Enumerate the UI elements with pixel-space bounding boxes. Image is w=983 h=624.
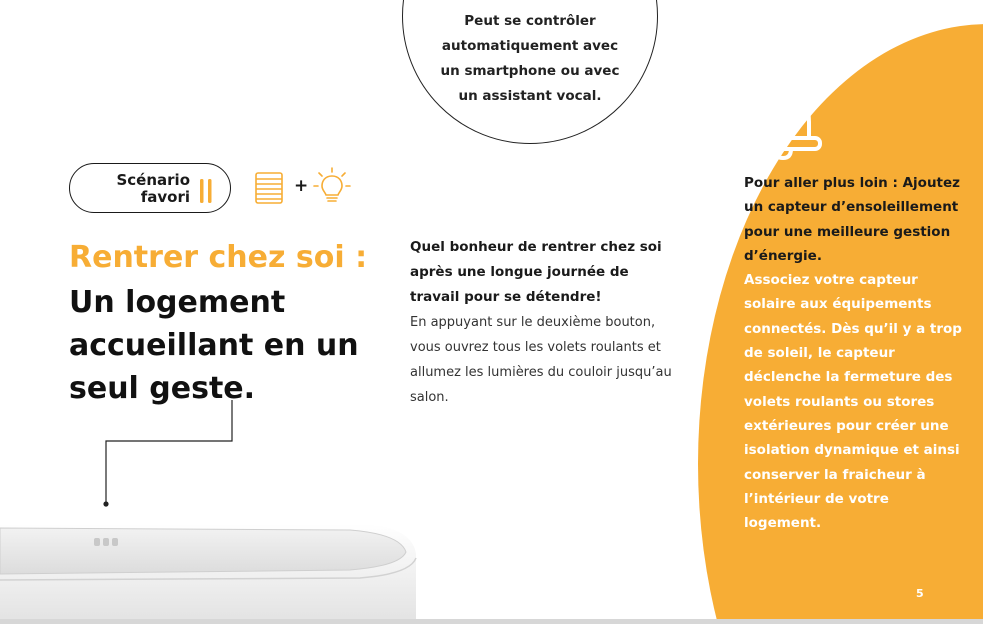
scenario-description	[410, 235, 680, 410]
info-circle-text: Peut se contrôler automatiquement avec un smartphone ou avec un assistant vocal.	[440, 13, 620, 104]
roller-shutter-icon	[254, 171, 284, 205]
description-intro: Quel bonheur de rentrer chez soi après une longue journée de travail pour se détendre!	[410, 239, 662, 305]
bell-icon	[741, 76, 825, 162]
side-note-body: Associez votre capteur solaire aux équipements connectés. Dès qu’il y a trop de soleil, le capteur déclenche la fermeture des volets roulants ou stores extérieures pour créer une isolation dynamique et ainsi conserver la fraicheur à l’intérieur de votre logement.	[744, 272, 962, 532]
plus-sign: +	[294, 176, 309, 196]
light-bulb-icon	[313, 167, 351, 207]
bottom-bar	[0, 619, 983, 624]
scenario-label: Scénario favori	[116, 171, 190, 206]
wireless-switch-image	[0, 510, 420, 624]
page-number: 5	[916, 587, 924, 600]
heading-accent: Rentrer chez soi :	[69, 240, 368, 275]
side-note	[744, 171, 964, 535]
side-note-title: Pour aller plus loin : Ajoutez un capteur d’ensoleillement pour une meilleure gestion d’énergie.	[744, 175, 961, 264]
heading-main: Un logement accueillant en un seul geste.	[69, 285, 359, 406]
pause-icon	[198, 178, 214, 204]
leader-line	[100, 400, 240, 510]
description-body: En appuyant sur le deuxième bouton, vous ouvrez tous les volets roulants et allumez les lumières du couloir jusqu’au salon.	[410, 315, 672, 405]
